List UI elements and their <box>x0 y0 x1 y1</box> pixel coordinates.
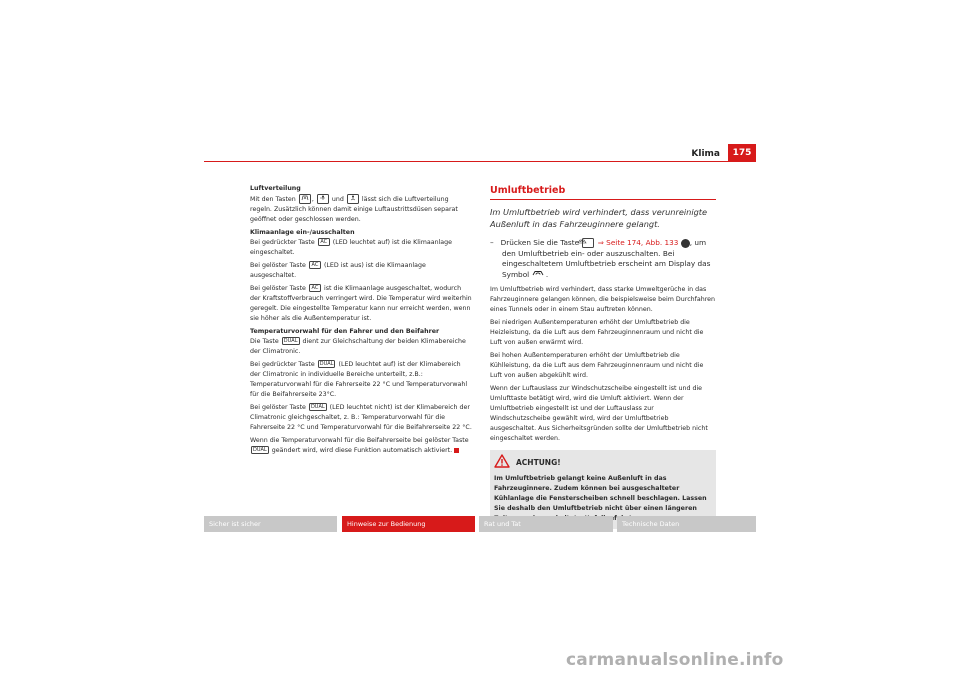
temp-title: Temperaturvorwahl für den Fahrer und den Beifahrer <box>250 328 440 335</box>
step-dash: – <box>490 238 494 247</box>
temp-paragraph-4 <box>250 436 472 456</box>
text: dient zur Gleichschaltung der beiden Klimabereiche der Climatronic. <box>250 338 466 355</box>
text: Bei gedrückter Taste <box>250 239 315 246</box>
dual-key: DUAL <box>319 361 334 367</box>
section-rule <box>490 199 716 200</box>
page-reference-link[interactable]: ⇒ Seite 174, Abb. 133 <box>597 238 679 247</box>
text: Mit den Tasten <box>250 196 296 203</box>
footer-tab-sicher[interactable]: Sicher ist sicher <box>204 516 337 532</box>
temp-paragraph-3 <box>250 403 472 433</box>
warning-triangle-icon <box>494 454 510 472</box>
warning-header <box>494 454 712 472</box>
text: . <box>545 269 549 279</box>
text: lässt sich die Luftverteilung regeln. Zusätzlich können damit einige Luftaustrittsdüsen separat geöffnet oder geschlossen werden. <box>250 196 458 223</box>
text: Bei gelöster Taste <box>250 404 306 411</box>
text: (LED leuchtet auf) ist die Klimaanlage eingeschaltet. <box>250 239 453 256</box>
recirculation-symbol-icon <box>532 269 549 279</box>
instruction-step <box>490 238 716 280</box>
text: Bei gelöster Taste <box>250 285 306 292</box>
text: Drücken Sie die Taste <box>500 238 580 247</box>
klima-title: Klimaanlage ein-/ausschalten <box>250 229 355 236</box>
body-paragraph-2: Bei niedrigen Außentemperaturen erhöht der Umluftbetrieb die Heizleistung, da die Luft aus dem Fahrzeuginnenraum und nicht die Luft von außen erwärmt wird. <box>490 319 704 346</box>
upper-airflow-key-icon <box>317 194 329 204</box>
text: , <box>311 196 314 203</box>
footer-tab-rat[interactable]: Rat und Tat <box>479 516 613 532</box>
body-paragraph-3: Bei hohen Außentemperaturen erhöht der Umluftbetrieb die Kühlleistung, da die Luft aus dem Fahrzeuginnenraum und nicht die Luft von außen abgekühlt wird. <box>490 352 704 379</box>
warning-title: ACHTUNG! <box>516 458 561 467</box>
figure-callout: 2 <box>681 239 690 248</box>
text: und <box>331 196 344 203</box>
klima-paragraph-1 <box>250 238 472 258</box>
dual-key: DUAL <box>310 404 325 410</box>
text: ist die Klimaanlage ausgeschaltet, wodurch der Kraftstoffverbrauch verringert wird. Die Temperatur wird weiterhin geregelt. Die eingestellte Temperatur kann nur erreicht werden, wenn sie höher als die Außentemperatur ist. <box>250 285 472 322</box>
luftverteilung-paragraph <box>250 194 472 225</box>
text: (LED leuchtet auf) ist der Klimabereich der Climatronic in individuelle Bereiche unterteilt, z.B.: Temperaturvorwahl für die Fahrerseite 22 °C und Temperaturvorwahl für die Beifahrerseite 23°C. <box>250 361 468 398</box>
page-number: 175 <box>728 144 756 162</box>
ac-key: AC <box>309 284 321 292</box>
footer-tab-technische-daten[interactable]: Technische Daten <box>617 516 756 532</box>
text: , um den Umluftbetrieb ein- oder auszuschalten. Bei eingeschaltetem Umluftbetrieb erscheint am Display das Symbol <box>502 238 711 279</box>
header-title: Klima <box>691 149 720 159</box>
footer-tab-hinweise[interactable]: Hinweise zur Bedienung <box>342 516 475 532</box>
watermark: carmanualsonline.info <box>566 650 784 670</box>
dual-key: DUAL <box>253 447 267 453</box>
text: Bei gedrückter Taste <box>250 361 315 368</box>
recirculation-key-icon <box>582 238 594 248</box>
section-intro: Im Umluftbetrieb wird verhindert, dass verunreinigte Außenluft in das Fahrzeuginnere gelangt. <box>490 207 708 229</box>
text: Bei gelöster Taste <box>250 262 306 269</box>
body-paragraph-4: Wenn der Luftauslass zur Windschutzscheibe eingestellt ist und die Umlufttaste betätigt wird, wird die Umluft aktiviert. Wenn der Umluftbetrieb eingestellt ist und der Luftauslass zur Windschutzscheibe gewählt wird, wird der Umluftbetrieb ausgeschaltet. Aus Sicherheitsgründen sollte der Umluftbetrieb nicht eingeschaltet werden. <box>490 385 708 442</box>
text: Im Umluftbetrieb gelangt keine Außenluft in das Fahrzeuginnere. Zudem können bei ausgeschalteter Kühlanlage die Fensterscheiben schnell beschlagen. Lassen Sie deshalb den Umluftbetrieb nicht über einen längeren <box>494 475 707 512</box>
dual-key: DUAL <box>283 338 298 344</box>
klima-paragraph-2 <box>250 261 472 281</box>
text: geändert wird, wird diese Funktion automatisch aktiviert. <box>271 447 453 454</box>
text: Die Taste <box>250 338 279 345</box>
footwell-airflow-key-icon <box>347 194 359 204</box>
text: Wenn die Temperaturvorwahl für die Beifahrerseite bei gelöster Taste <box>250 437 469 444</box>
luftverteilung-title: Luftverteilung <box>250 185 301 192</box>
ac-key: AC <box>309 261 321 269</box>
klima-paragraph-3 <box>250 284 472 324</box>
left-column <box>250 184 472 459</box>
section-heading: Umluftbetrieb <box>490 185 566 196</box>
temp-paragraph-1 <box>250 337 472 357</box>
text: (LED leuchtet nicht) ist der Klimabereich der Climatronic gleichgeschaltet, z. B.: Temperaturvorwahl für die Fahrerseite 22 °C und Temperaturvorwahl für die Beifahrerseite 22 °C. <box>250 404 472 431</box>
windshield-airflow-key-icon <box>299 194 311 204</box>
temp-paragraph-2 <box>250 360 472 400</box>
right-column <box>490 186 716 529</box>
section-end-marker <box>454 448 459 453</box>
text: (LED ist aus) ist die Klimaanlage ausgeschaltet. <box>250 262 426 279</box>
header-rule <box>204 161 756 162</box>
ac-key: AC <box>318 238 330 246</box>
body-paragraph-1: Im Umluftbetrieb wird verhindert, dass starke Umweltgerüche in das Fahrzeuginnere gelangen können, die beispielsweise beim Durchfahren eines Tunnels oder in einem Stau auftreten können. <box>490 286 716 313</box>
